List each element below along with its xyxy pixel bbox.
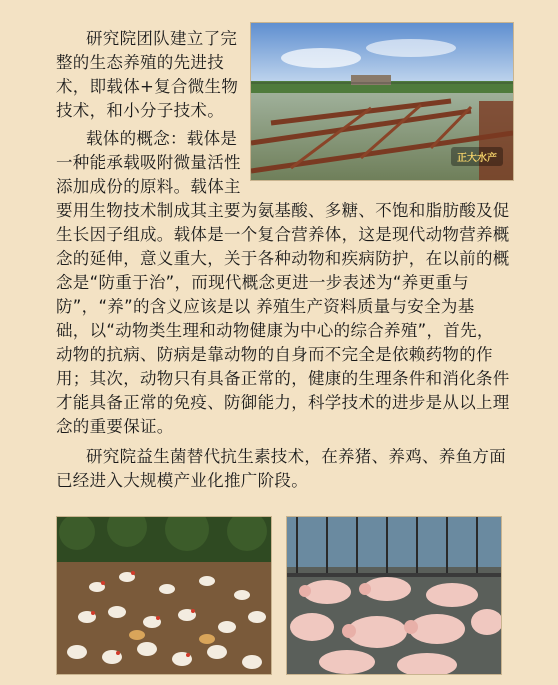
- para2-line-6: 念的延伸，意义重大，关于各种动物和疾病防护，在以前的概: [56, 249, 510, 268]
- para1-line-3: 术，即载体+复合微生物: [56, 77, 239, 96]
- para1-line-2: 整的生态养殖的先进技: [56, 53, 224, 72]
- para1-line-4: 技术，和小分子技术。: [56, 101, 224, 120]
- fish-photo-watermark: 正大水产: [451, 147, 503, 166]
- para2-line-12: 才能具备正常的免疫、防御能力，科学技术的进步是从以上理: [56, 393, 510, 412]
- para2-line-8: 防”，“养”的含义应该是以 养殖生产资料质量与安全为基: [56, 297, 475, 316]
- para2-line-2: 一种能承载吸附微量活性: [56, 153, 241, 172]
- para2-line-10: 动物的抗病、防病是靠动物的自身而不完全是依赖药物的作: [56, 345, 493, 364]
- para3-line-1: 研究院益生菌替代抗生素技术，在养猪、养鸡、养鱼方面: [86, 447, 506, 466]
- fish-farm-photo: [250, 22, 514, 181]
- para2-line-11: 用；其次，动物只有具备正常的，健康的生理条件和消化条件: [56, 369, 510, 388]
- para2-line-1: 载体的概念：载体是: [86, 129, 238, 148]
- pig-farm-illustration: [287, 517, 501, 674]
- para2-line-9: 础，以“动物类生理和动物健康为中心的综合养殖”，首先，: [56, 321, 494, 340]
- chicken-farm-illustration: [57, 517, 271, 674]
- para2-line-5: 生长因子组成。载体是一个复合营养体，这是现代动物营养概: [56, 225, 510, 244]
- chicken-farm-photo: [56, 516, 272, 675]
- para2-line-7: 念是“防重于治”，而现代概念更进一步表述为“养更重与: [56, 273, 469, 292]
- pig-farm-photo: [286, 516, 502, 675]
- para2-line-13: 念的重要保证。: [56, 417, 174, 436]
- para2-line-4: 要用生物技术制成其主要为氨基酸、多糖、不饱和脂肪酸及促: [56, 201, 510, 220]
- para2-line-3: 添加成份的原料。载体主: [56, 177, 241, 196]
- para1-line-1: 研究院团队建立了完: [86, 29, 238, 48]
- para3-line-2: 已经进入大规模产业化推广阶段。: [56, 471, 308, 490]
